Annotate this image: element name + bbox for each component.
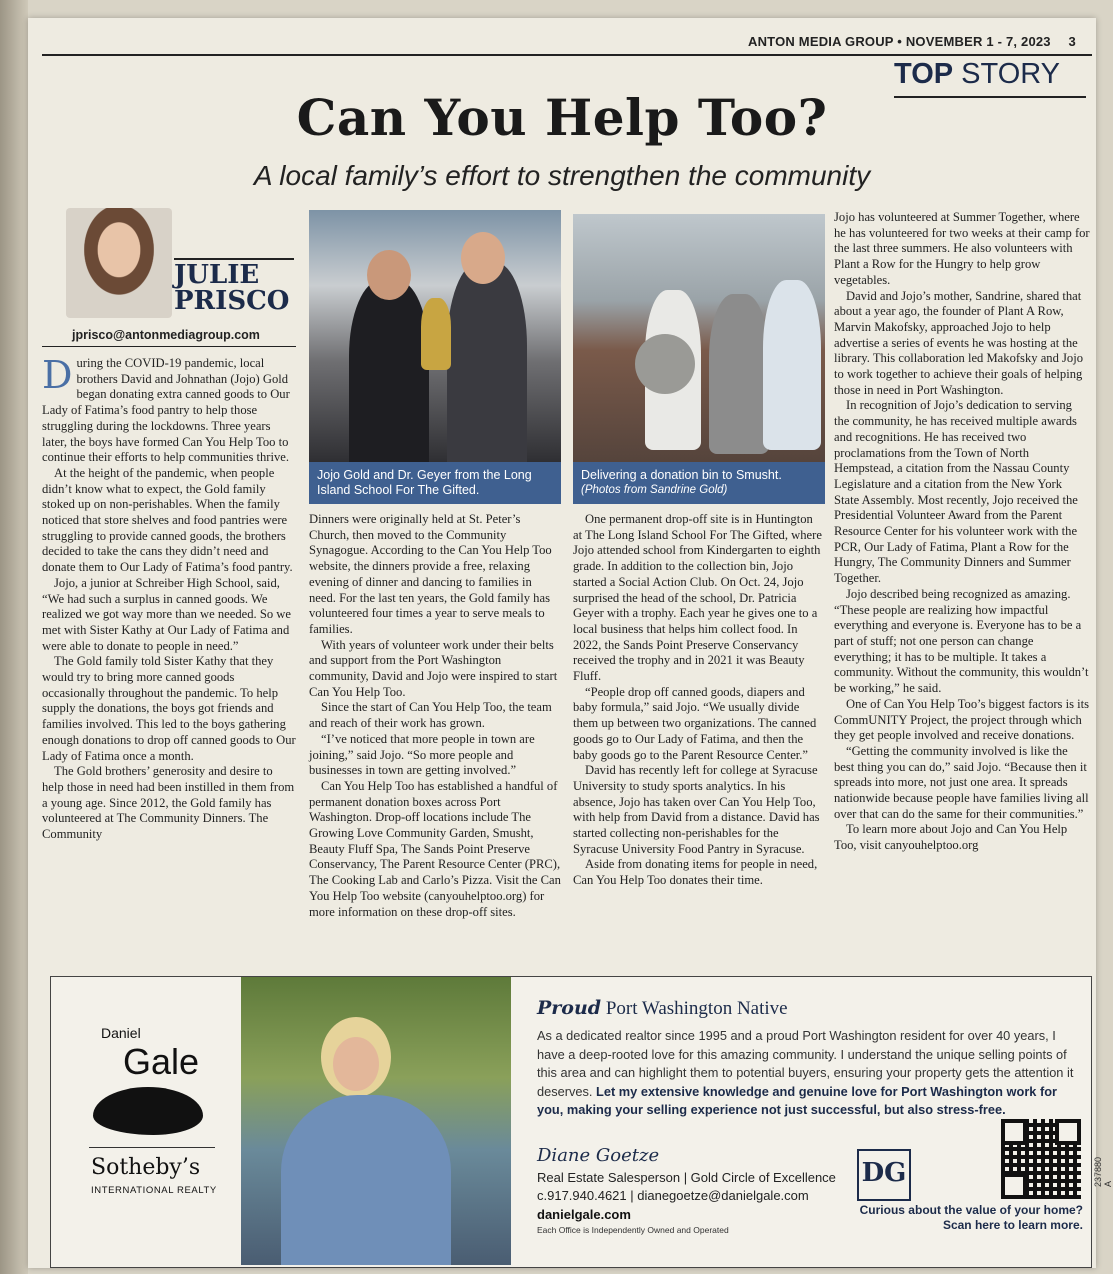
figure-center [709, 294, 769, 454]
figure-geyer [447, 262, 527, 472]
publisher: ANTON MEDIA GROUP [748, 34, 894, 49]
logo-international-realty: INTERNATIONAL REALTY [91, 1185, 217, 1196]
logo-sothebys: Sotheby’s [91, 1155, 201, 1180]
drop-cap: D [42, 353, 73, 397]
realtor-advertisement [50, 976, 1113, 1268]
article-column-4: Jojo has volunteered at Summer Together, where he has volunteered for two weeks at their camp for the last three summers. He also volunteers with Plant a Row for the Hungry to help grow vegetables. David and Jojo’s mother, Sandrine, shared that about a year ago, the founder of Plant A Row, Marvin Makofsky, approached Jojo to help advertise a series of events he was hosting at the library. This collaboration led Makofsky and Jojo to work together to achieve their goals of helping those in need in Port Washington. In recognition of Jojo’s dedication to serving the community, he has received multiple awards and recognitions. He has received two proclamations from the Town of North Hempstead, a citation from the Nassau County Legislature and a citation from the New York State Assembly. Most recently, Jojo received the Presidential Volunteer Award from the Parent Resource Center for his volunteer work with the PCR, Our Lady of Fatima, Plant a Row for the Hungry, The Community Dinners and Summer Together. Jojo described being recognized as amazing. “These people are realizing how impactful everything and everyone is. Everyone has to be a part of stuff; not one person can change everything; it has to be multiple. It takes a community. Without the community, this wouldn’t be working,” he said. One of Can You Help Too’s biggest factors is its CommUNITY Project, the project through which they get people involved and receive donations. “Getting the community involved is like the best thing you can do,” said Jojo. “Because then it spreads into more, not just one area. It spreads nationwide because people have families living all over that can do the same for their communities.” To learn more about Jojo and Can You Help Too, visit canyouhelptoo.org [834, 210, 1090, 853]
logo-daniel: Daniel [101, 1025, 141, 1041]
header-rule [42, 54, 1092, 56]
photo-credit: (Photos from Sandrine Gold) [581, 484, 728, 496]
face-jojo [367, 250, 411, 300]
article-column-1: During the COVID-19 pandemic, local brothers David and Johnathan (Jojo) Gold began donating extra canned goods to Our Lady of Fatima’s food pantry to help those struggling during the lockdowns. Three years later, the boys have formed Can You Help Too to continue their efforts to help communities thrive. At the height of the pandemic, when people didn’t know what to expect, the Gold family stoked up on non-perishables. When the family noticed that store shelves and food pantries were struggling to provide canned goods, the brothers decided to take the cans they didn’t need and donate them to Our Lady of Fatima’s food pantry. Jojo, a junior at Schreiber High School, said, “We had such a surplus in canned goods. We realized we got way more than we needed. So we met with Sister Kathy at Our Lady of Fatima and were able to donate to people in need.” The Gold family told Sister Kathy that they would try to bring more canned goods occasionally throughout the pandemic. To help supply the donations, the boys got friends and families involved. This led to the boys gathering enough donations to drop off canned goods to Our Lady of Fatima once a month. The Gold brothers’ generosity and desire to help those in need had been instilled in them from a young age. Since 2012, the Gold family has volunteered at The Community Dinners. The Community [42, 353, 296, 842]
agent-signature: Diane Goetze [537, 1145, 660, 1166]
author-photo [66, 208, 172, 318]
author-name: JULIE PRISCO [174, 260, 290, 316]
donation-bin [635, 334, 695, 394]
author-email: jprisco@antonmediagroup.com [72, 328, 260, 342]
logo-rule [89, 1147, 215, 1148]
ad-code: 237880 A [1093, 1156, 1113, 1187]
logo-gale: Gale [123, 1041, 200, 1082]
ad-title: Proud Port Washington Native [537, 997, 788, 1019]
issue-date: NOVEMBER 1 - 7, 2023 [905, 34, 1051, 49]
page-gutter [0, 0, 28, 1274]
dg-monogram: DG [857, 1149, 911, 1201]
figure-right [763, 280, 821, 450]
agent-photo [241, 977, 511, 1265]
article-column-3: One permanent drop-off site is in Huntington at The Long Island School For The Gifted, where Jojo attended school from Kindergarten to eighth grade. In addition to the collection bin, Jojo started a Social Action Club. On Oct. 24, Jojo surprised the head of the school, Dr. Patricia Geyer with a trophy. Each year he gives one to a local business that helps him collect food. In 2022, the Sands Point Preserve Conservancy received the trophy and in 2021 it was Beauty Fluff. “People drop off canned goods, diapers and baby formula,” said Jojo. “We usually divide them up between two organizations. The canned goods go to Our Lady of Fatima, and then the baby goods go to the Parent Resource Center.” David has recently left for college at Syracuse University to study sports analytics. In his absence, Jojo has taken over Can You Help Too, with help from David from a distance. David has started collecting non-perishables for the Syracuse University Food Pantry in Syracuse. Aside from donating items for people in need, Can You Help Too donates their time. [573, 512, 822, 888]
qr-code-icon[interactable] [1001, 1119, 1081, 1199]
trophy [421, 298, 451, 370]
page-number: 3 [1068, 34, 1076, 49]
photo-jojo-and-geyer [309, 210, 561, 462]
byline-rule [42, 346, 296, 347]
ad-body: As a dedicated realtor since 1995 and a proud Port Washington resident for over 40 years, I have a deep-rooted love for this amazing community. I understand the unique selling points of this area and can highlight them to potential buyers, ensuring your property gets the attention it deserves. Let my extensive knowledge and genuine love for Port Washington work for you, making your selling experience not just successful, but also stress-free. [537, 1028, 1074, 1117]
article-column-2: Dinners were originally held at St. Peter’s Church, then moved to the Community Synagogue. According to the Can You Help Too website, the dinners provide a free, relaxing evening of dinner and dancing to families in need. For the last ten years, the Gold family has volunteered four times a year to serve meals to families. With years of volunteer work under their belts and support from the Port Washington community, David and Jojo were inspired to start Can You Help Too. Since the start of Can You Help Too, the team and reach of their work has grown. “I’ve noticed that more people in town are joining,” said Jojo. “So more people and businesses in town are getting involved.” Can You Help Too has established a handful of permanent donation boxes across Port Washington. Drop-off locations include The Growing Love Community Garden, Smusht, Beauty Fluff Spa, The Sands Point Preserve Conservancy, The Parent Resource Center (PRC), The Cooking Lab and Carlo’s Pizza. Visit the Can You Help Too website (canyouhelptoo.org) for more information on these drop-off sites. [309, 512, 561, 919]
subhead: A local family’s effort to strengthen the community [253, 160, 871, 191]
qr-call-to-action: Curious about the value of your home? Scan here to learn more. [859, 1203, 1083, 1232]
agent-details: Real Estate Salesperson | Gold Circle of Excellence c.917.940.4621 | dianegoetze@danielgale.com [537, 1170, 836, 1203]
whale-logo-icon [93, 1087, 203, 1135]
photo-caption-2: Delivering a donation bin to Smusht. (Photos from Sandrine Gold) [573, 462, 825, 504]
figure-jojo [349, 280, 429, 470]
photo-smusht-donation [573, 214, 825, 462]
agent-shirt [281, 1095, 451, 1265]
agent-face [333, 1037, 379, 1091]
headline: Can You Help Too? [296, 88, 828, 147]
page-header: ANTON MEDIA GROUP • NOVEMBER 1 - 7, 2023 3 [748, 34, 1076, 49]
section-label: TOP STORY [894, 58, 1061, 90]
newspaper-page [28, 18, 1113, 1268]
face-geyer [461, 232, 505, 284]
photo-caption-1: Jojo Gold and Dr. Geyer from the Long Island School For The Gifted. [309, 462, 561, 504]
ad-website[interactable]: danielgale.com [537, 1207, 631, 1222]
independent-office-note: Each Office is Independently Owned and Operated [537, 1225, 729, 1235]
